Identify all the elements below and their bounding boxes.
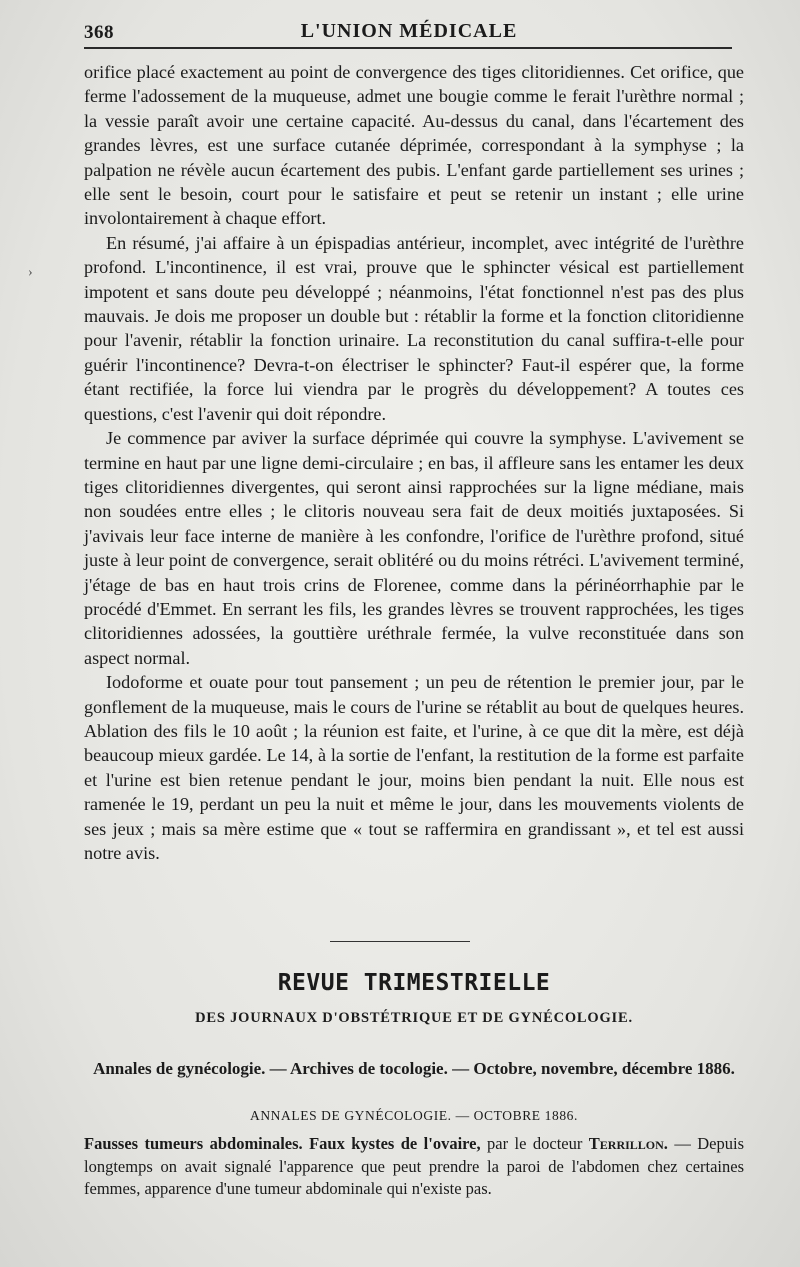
article-text: — Depuis longtemps on avait signalé l'apparence que peut prendre la paroi de l'abdomen chez certaines femmes, apparence d'une tumeur abdominale qui n'existe pas. — [84, 1134, 744, 1198]
article-paragraph — [84, 1133, 744, 1201]
source-journals: Annales de gynécologie. — Archives de tocologie. — Octobre, novembre, décembre 1886. — [93, 1059, 735, 1078]
body-text — [84, 60, 744, 865]
paragraph-2: En résumé, j'ai affaire à un épispadias antérieur, incomplet, avec intégrité de l'urèthre profond. L'incontinence, il est vrai, prouve que le sphincter vésical est partiellement impotent et sans doute peu développé ; néanmoins, l'état fonctionnel n'est pas des plus mauvais. Je dois me proposer un double but : rétablir la forme et la fonction clitoridienne pour l'avenir, rétablir la fonction urinaire. La reconstitution du canal suffira-t-elle pour guérir l'incontinence? Devra-t-on électriser le sphincter? Faut-il espérer que, la forme étant rectifiée, la force lui viendra par le progrès du développement? A toutes ces questions, c'est l'avenir qui doit répondre. — [84, 232, 744, 424]
section-divider — [330, 941, 470, 942]
paragraph-4: Iodoforme et ouate pour tout pansement ; un peu de rétention le premier jour, par le gonflement de la muqueuse, mais le cours de l'urine se rétablit au bout de quelques heures. Ablation des fils le 10 août ; la réunion est faite, et l'urine, à ce que dit la mère, est déjà beaucoup mieux gardée. Le 14, à la sortie de l'enfant, la restitution de la forme est parfaite et l'urine est bien retenue pendant le jour, moins bien pendant la nuit. Elle nous est ramenée le 19, perdant un peu la nuit et même le jour, dans les mouvements violents de ses jeux ; mais sa mère estime que « tout se raffermira en grandissant », et tel est aussi notre avis. — [84, 672, 744, 863]
running-title: L'UNION MÉDICALE — [300, 20, 518, 42]
header-rule — [84, 47, 732, 49]
page-header — [84, 16, 734, 48]
section-title: REVUE TRIMESTRIELLE — [277, 970, 551, 996]
paragraph-1: orifice placé exactement au point de convergence des tiges clitoridiennes. Cet orifice, que ferme l'adossement de la muqueuse, admet une bougie comme le ferait l'urèthre normal ; la vessie paraît avoir une certaine capacité. Au-dessus du canal, dans l'écartement des grandes lèvres, est une surface cutanée déprimée, correspondant à la symphyse ; la palpation ne révèle aucun écartement des pubis. L'enfant garde partiellement ses urines ; elle sent le besoin, court pour le satisfaire et peut se retenir un instant ; elle urine involontairement à chaque effort. — [84, 62, 744, 229]
margin-mark: › — [28, 265, 33, 280]
issue-heading: ANNALES DE GYNÉCOLOGIE. — OCTOBRE 1886. — [249, 1108, 578, 1123]
section-subtitle: DES JOURNAUX D'OBSTÉTRIQUE ET DE GYNÉCOLOGIE. — [195, 1010, 633, 1026]
article-author: Terrillon. — [588, 1134, 668, 1153]
article-title: Fausses tumeurs abdominales. Faux kystes de l'ovaire, — [84, 1134, 481, 1153]
paragraph-3: Je commence par aviver la surface déprimée qui couvre la symphyse. L'avivement se termine en haut par une ligne demi-circulaire ; en bas, il affleure sans les entamer les deux tiges clitoridiennes divergentes, qui seront ainsi rapprochées sur la ligne médiane, mais non soudées entre elles ; le clitoris nouveau sera fait de deux moitiés juxtaposées. Si j'avivais leur face interne de manière à les confondre, l'orifice de l'urèthre profond, situé juste à leur point de convergence, serait oblitéré ou du moins rétréci. L'avivement terminé, j'étage de bas en haut trois crins de Florenee, comme dans la périnéorrhaphie par le procédé d'Emmet. En serrant les fils, les grandes lèvres se trouvent rapprochées, les tiges clitoridiennes adossées, la gouttière uréthrale fermée, la vulve reconstituée dans son aspect normal. — [84, 428, 744, 668]
article-by: par le docteur — [480, 1134, 589, 1153]
page-number: 368 — [84, 22, 114, 43]
